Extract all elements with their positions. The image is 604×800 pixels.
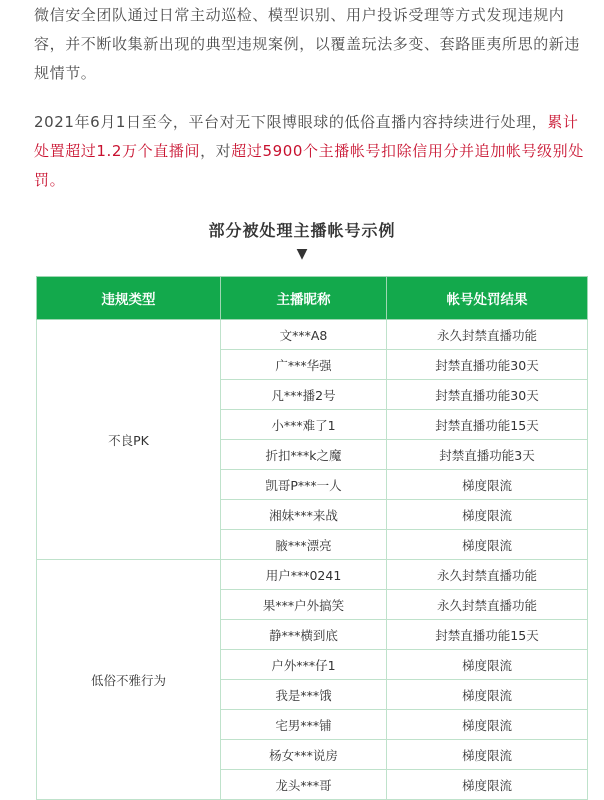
streamer-nickname: 广***华强	[221, 350, 387, 380]
streamer-nickname: 小***难了1	[221, 410, 387, 440]
streamer-nickname: 凯哥P***一人	[221, 470, 387, 500]
penalty-result: 梯度限流	[387, 710, 588, 740]
penalty-result: 封禁直播功能30天	[387, 380, 588, 410]
streamer-nickname: 湘妹***来战	[221, 500, 387, 530]
intro-paragraph-2	[34, 108, 594, 195]
streamer-nickname: 腋***漂亮	[221, 530, 387, 560]
streamer-nickname: 用户***0241	[221, 560, 387, 590]
down-arrow-icon: ▼	[296, 246, 308, 262]
streamer-nickname: 龙头***哥	[221, 770, 387, 800]
violation-category: 低俗不雅行为	[37, 560, 221, 800]
table-body	[37, 320, 588, 800]
penalty-result: 永久封禁直播功能	[387, 320, 588, 350]
penalty-result: 梯度限流	[387, 770, 588, 800]
table-row	[37, 320, 588, 350]
table-header-row	[37, 277, 588, 320]
streamer-nickname: 折扣***k之魔	[221, 440, 387, 470]
streamer-nickname: 果***户外搞笑	[221, 590, 387, 620]
paragraph-2-text: 2021年6月1日至今，平台对无下限博眼球的低俗直播内容持续进行处理，	[34, 113, 548, 131]
header-penalty-result: 帐号处罚结果	[387, 277, 588, 320]
table-caption: 部分被处理主播帐号示例	[208, 221, 396, 240]
violation-category: 不良PK	[37, 320, 221, 560]
penalty-result: 梯度限流	[387, 500, 588, 530]
penalty-result: 封禁直播功能15天	[387, 620, 588, 650]
streamer-nickname: 静***横到底	[221, 620, 387, 650]
paragraph-2-connector: ，对	[200, 142, 232, 160]
penalty-result: 封禁直播功能3天	[387, 440, 588, 470]
streamer-nickname: 宅男***铺	[221, 710, 387, 740]
header-streamer-nickname: 主播昵称	[221, 277, 387, 320]
streamer-nickname: 我是***饿	[221, 680, 387, 710]
penalty-result: 梯度限流	[387, 530, 588, 560]
streamer-nickname: 凡***播2号	[221, 380, 387, 410]
streamer-nickname: 户外***仔1	[221, 650, 387, 680]
header-violation-type: 违规类型	[37, 277, 221, 320]
streamer-nickname: 文***A8	[221, 320, 387, 350]
highlight-accounts-penalized: 超过5900个主播帐号扣除信用分并追加帐号级别处罚。	[34, 142, 584, 189]
intro-paragraph-1: 微信安全团队通过日常主动巡检、模型识别、用户投诉受理等方式发现违规内容，并不断收集新出现的典型违规案例，以覆盖玩法多变、套路匪夷所思的新违规情节。	[34, 6, 581, 82]
penalty-result: 永久封禁直播功能	[387, 560, 588, 590]
streamer-nickname: 杨女***说房	[221, 740, 387, 770]
penalty-result: 梯度限流	[387, 740, 588, 770]
highlight-rooms-handled: 累计处置超过1.2万个直播间	[34, 113, 579, 160]
table-row	[37, 560, 588, 590]
penalty-result: 封禁直播功能30天	[387, 350, 588, 380]
penalty-result: 永久封禁直播功能	[387, 590, 588, 620]
penalty-table	[36, 276, 588, 800]
penalty-result: 梯度限流	[387, 650, 588, 680]
penalty-result: 梯度限流	[387, 470, 588, 500]
penalty-result: 封禁直播功能15天	[387, 410, 588, 440]
penalty-result: 梯度限流	[387, 680, 588, 710]
